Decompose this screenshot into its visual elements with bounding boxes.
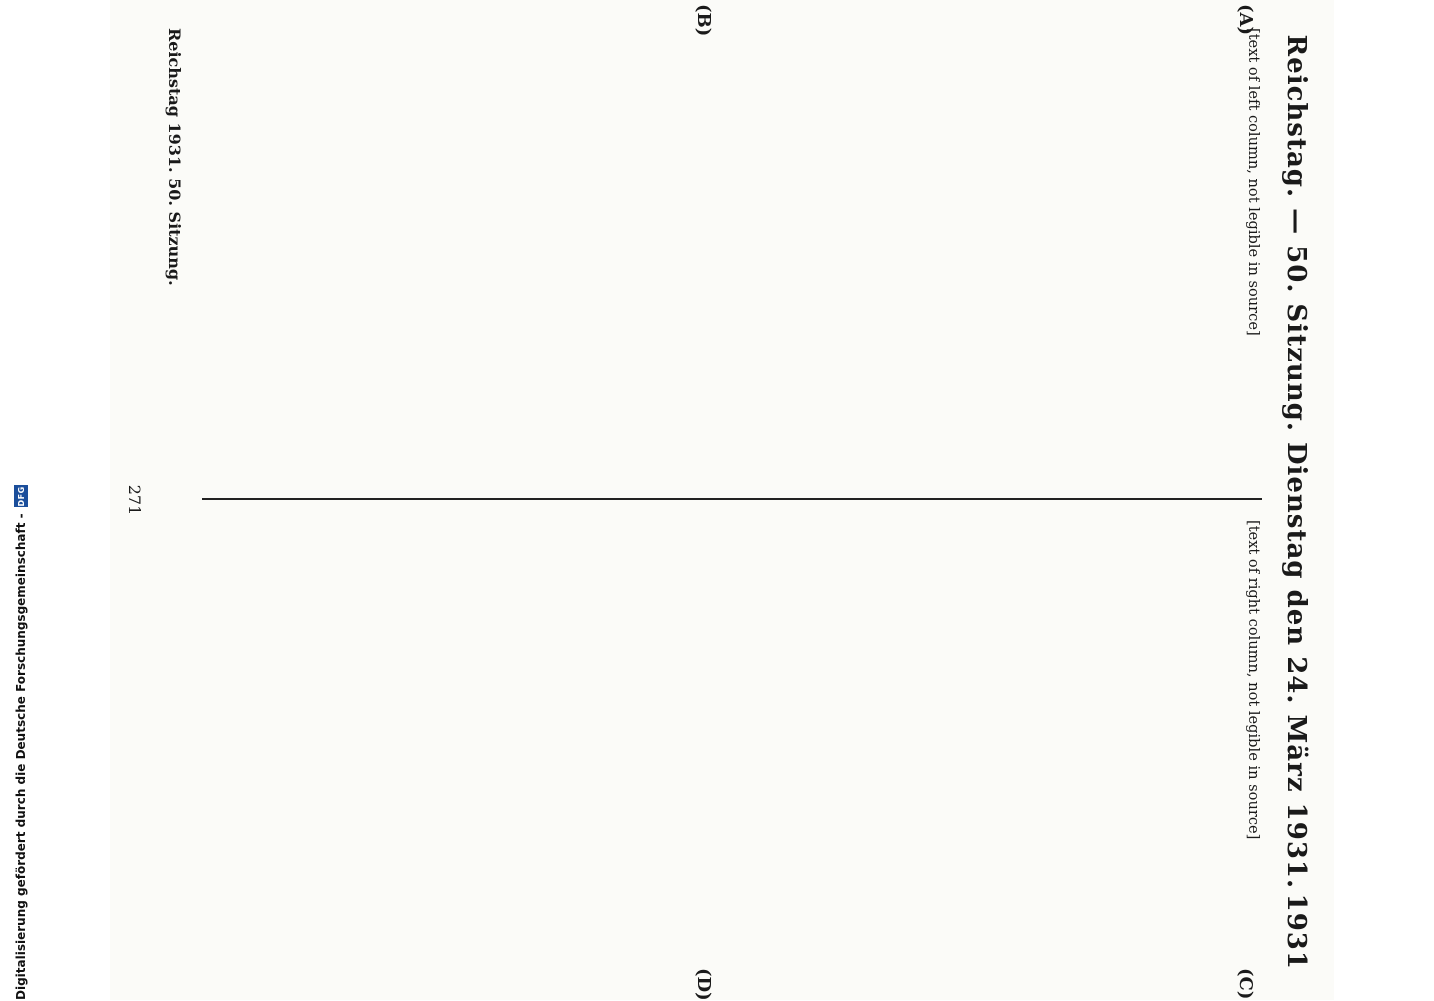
margin-letter-b: (B) bbox=[693, 4, 714, 37]
text-column-left bbox=[194, 28, 1264, 478]
text-column-right bbox=[194, 520, 1264, 970]
margin-letter-d: (D) bbox=[693, 968, 714, 1001]
page-number: 271 bbox=[125, 484, 144, 516]
margin-letter-a: (A) bbox=[1235, 4, 1256, 35]
digitization-note bbox=[8, 0, 34, 1000]
page-content bbox=[110, 0, 1334, 1000]
running-head-title: Reichstag. — 50. Sitzung. Dienstag den 24. März 1931. bbox=[1281, 34, 1311, 890]
margin-letter-c: (C) bbox=[1235, 968, 1256, 1000]
dfg-logo-icon: DFG bbox=[14, 485, 28, 507]
column-divider bbox=[202, 498, 1262, 500]
running-head bbox=[1276, 30, 1316, 970]
right-column-text: [text of right column, not legible in source] bbox=[1245, 520, 1262, 840]
left-column-text: [text of left column, not legible in source] bbox=[1245, 28, 1262, 336]
scanned-page bbox=[110, 0, 1334, 1000]
digitization-note-text: Digitalisierung gefördert durch die Deutsche Forschungsgemeinschaft - bbox=[14, 513, 28, 1000]
running-head-year: 1931 bbox=[1281, 893, 1311, 970]
footer-session: Reichstag 1931. 50. Sitzung. bbox=[165, 28, 184, 286]
